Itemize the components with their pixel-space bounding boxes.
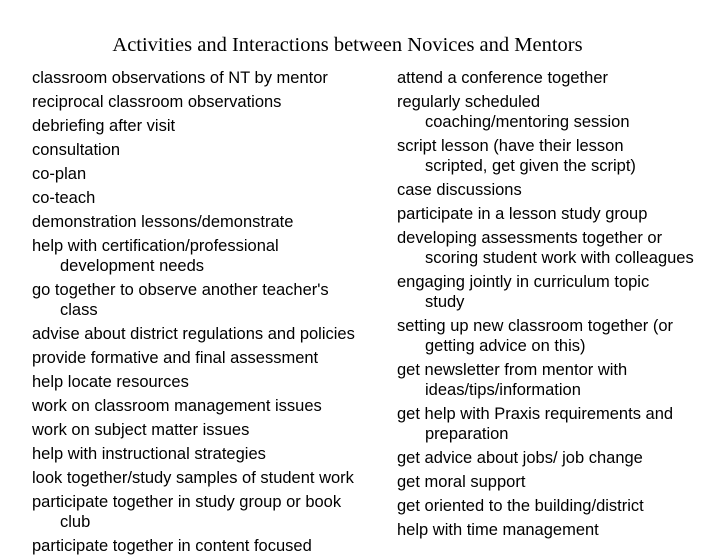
list-item (397, 496, 720, 516)
list-item (397, 360, 720, 400)
list-item-text: get moral support (397, 473, 526, 491)
list-item (32, 280, 392, 320)
list-item (32, 164, 392, 184)
list-item-text: setting up new classroom together (or (397, 317, 674, 335)
list-item-continuation: preparation (425, 425, 509, 443)
list-item-text: script lesson (have their lesson (397, 137, 624, 155)
list-item-continuation: class (60, 301, 98, 319)
list-item (397, 204, 720, 224)
list-item-text: help with certification/professional (32, 237, 279, 255)
list-item-text: case discussions (397, 181, 522, 199)
list-item (32, 212, 392, 232)
list-item-continuation: development needs (60, 257, 205, 275)
list-item-text: participate together in study group or book (32, 493, 342, 511)
list-item (32, 188, 392, 208)
list-item-text: work on subject matter issues (32, 421, 250, 439)
left-activity-list (32, 68, 392, 560)
list-item-continuation: club (60, 513, 91, 531)
list-item-text: demonstration lessons/demonstrate (32, 213, 294, 231)
list-item-text: provide formative and final assessment (32, 349, 319, 367)
list-item (32, 324, 392, 344)
list-item (32, 68, 392, 88)
list-item (32, 140, 392, 160)
list-item-text: reciprocal classroom observations (32, 93, 282, 111)
list-item-continuation: scripted, get given the script) (425, 157, 636, 175)
list-item-text: classroom observations of NT by mentor (32, 69, 328, 87)
list-item-text: advise about district regulations and policies (32, 325, 355, 343)
list-item (397, 68, 720, 88)
list-item (397, 520, 720, 540)
list-item (32, 236, 392, 276)
list-item-text: debriefing after visit (32, 117, 176, 135)
list-item-text: go together to observe another teacher's (32, 281, 329, 299)
list-item-text: help with instructional strategies (32, 445, 266, 463)
list-item-text: get newsletter from mentor with (397, 361, 628, 379)
list-item (397, 228, 720, 268)
list-item (32, 420, 392, 440)
list-item (32, 372, 392, 392)
list-item-text: help with time management (397, 521, 599, 539)
list-item-text: help locate resources (32, 373, 189, 391)
list-item (397, 404, 720, 444)
page-title: Activities and Interactions between Novices and Mentors (112, 34, 583, 56)
list-item-text: engaging jointly in curriculum topic (397, 273, 650, 291)
list-item (32, 116, 392, 136)
list-item (32, 396, 392, 416)
list-item-text: look together/study samples of student work (32, 469, 354, 487)
list-item (397, 316, 720, 356)
list-item-continuation: study (425, 293, 465, 311)
list-item-text: work on classroom management issues (32, 397, 322, 415)
list-item (32, 348, 392, 368)
list-item (32, 444, 392, 464)
list-item-text: get oriented to the building/district (397, 497, 644, 515)
list-item (397, 272, 720, 312)
list-item-text: developing assessments together or (397, 229, 663, 247)
right-activity-list (397, 68, 720, 544)
list-item-text: participate together in content focused (32, 537, 312, 555)
list-item (32, 92, 392, 112)
list-item (397, 136, 720, 176)
list-item-continuation: coaching/mentoring session (425, 113, 630, 131)
list-item-continuation: scoring student work with colleagues (425, 249, 694, 267)
list-item-text: co-teach (32, 189, 96, 207)
list-item-continuation: ideas/tips/information (425, 381, 581, 399)
list-item-text: get advice about jobs/ job change (397, 449, 643, 467)
list-item-text: co-plan (32, 165, 87, 183)
list-item-text: participate in a lesson study group (397, 205, 648, 223)
list-item (32, 492, 392, 532)
list-item (397, 92, 720, 132)
list-item-continuation: getting advice on this) (425, 337, 586, 355)
list-item-text: attend a conference together (397, 69, 608, 87)
list-item-text: get help with Praxis requirements and (397, 405, 674, 423)
list-item (32, 468, 392, 488)
list-item (32, 536, 392, 556)
list-item (397, 448, 720, 468)
list-item (397, 180, 720, 200)
list-item-text: regularly scheduled (397, 93, 541, 111)
list-item (397, 472, 720, 492)
list-item-text: consultation (32, 141, 121, 159)
